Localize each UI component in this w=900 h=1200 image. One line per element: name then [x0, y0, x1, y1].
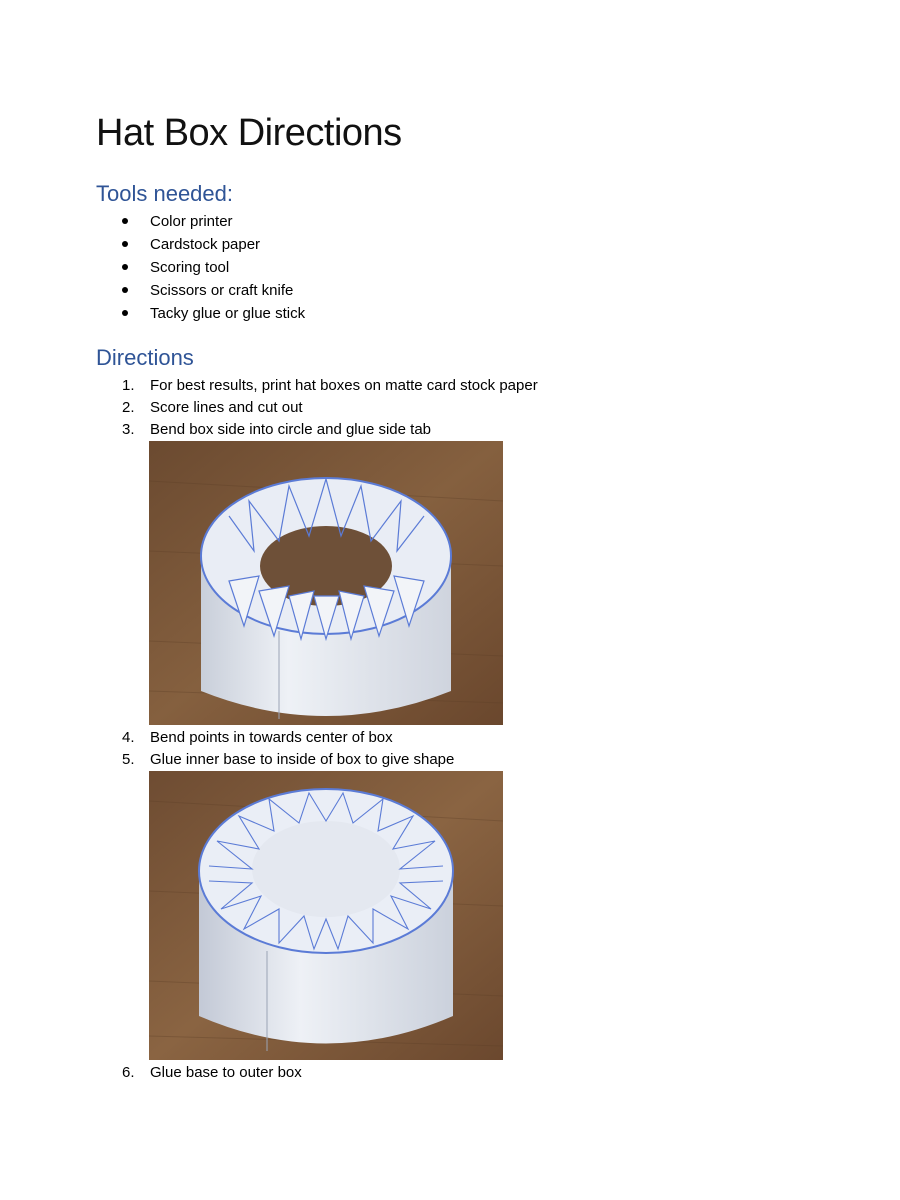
tool-item: Scoring tool: [150, 259, 230, 276]
step-number: 5.: [122, 751, 135, 768]
tools-heading: Tools needed:: [96, 181, 233, 206]
tool-item: Tacky glue or glue stick: [150, 305, 306, 322]
step-text: Glue inner base to inside of box to give shape: [150, 751, 455, 768]
box-side-photo: [149, 441, 503, 725]
step-number: 6.: [122, 1064, 135, 1081]
bullet-icon: [122, 264, 128, 270]
step-text: Bend points in towards center of box: [150, 729, 393, 746]
directions-heading: Directions: [96, 345, 194, 370]
step-text: Bend box side into circle and glue side tab: [150, 421, 432, 438]
tool-item: Cardstock paper: [150, 236, 261, 253]
step-number: 2.: [122, 399, 135, 416]
bullet-icon: [122, 310, 128, 316]
page-title: Hat Box Directions: [96, 112, 402, 154]
step-number: 1.: [122, 377, 135, 394]
tool-item: Color printer: [150, 213, 233, 230]
bullet-icon: [122, 287, 128, 293]
step-number: 4.: [122, 729, 135, 746]
step-text: For best results, print hat boxes on matte card stock paper: [150, 377, 538, 394]
inner-base-photo: [149, 771, 503, 1060]
tool-item: Scissors or craft knife: [150, 282, 294, 299]
bullet-icon: [122, 241, 128, 247]
step-text: Glue base to outer box: [150, 1064, 302, 1081]
step-text: Score lines and cut out: [150, 399, 303, 416]
bullet-icon: [122, 218, 128, 224]
step-number: 3.: [122, 421, 135, 438]
